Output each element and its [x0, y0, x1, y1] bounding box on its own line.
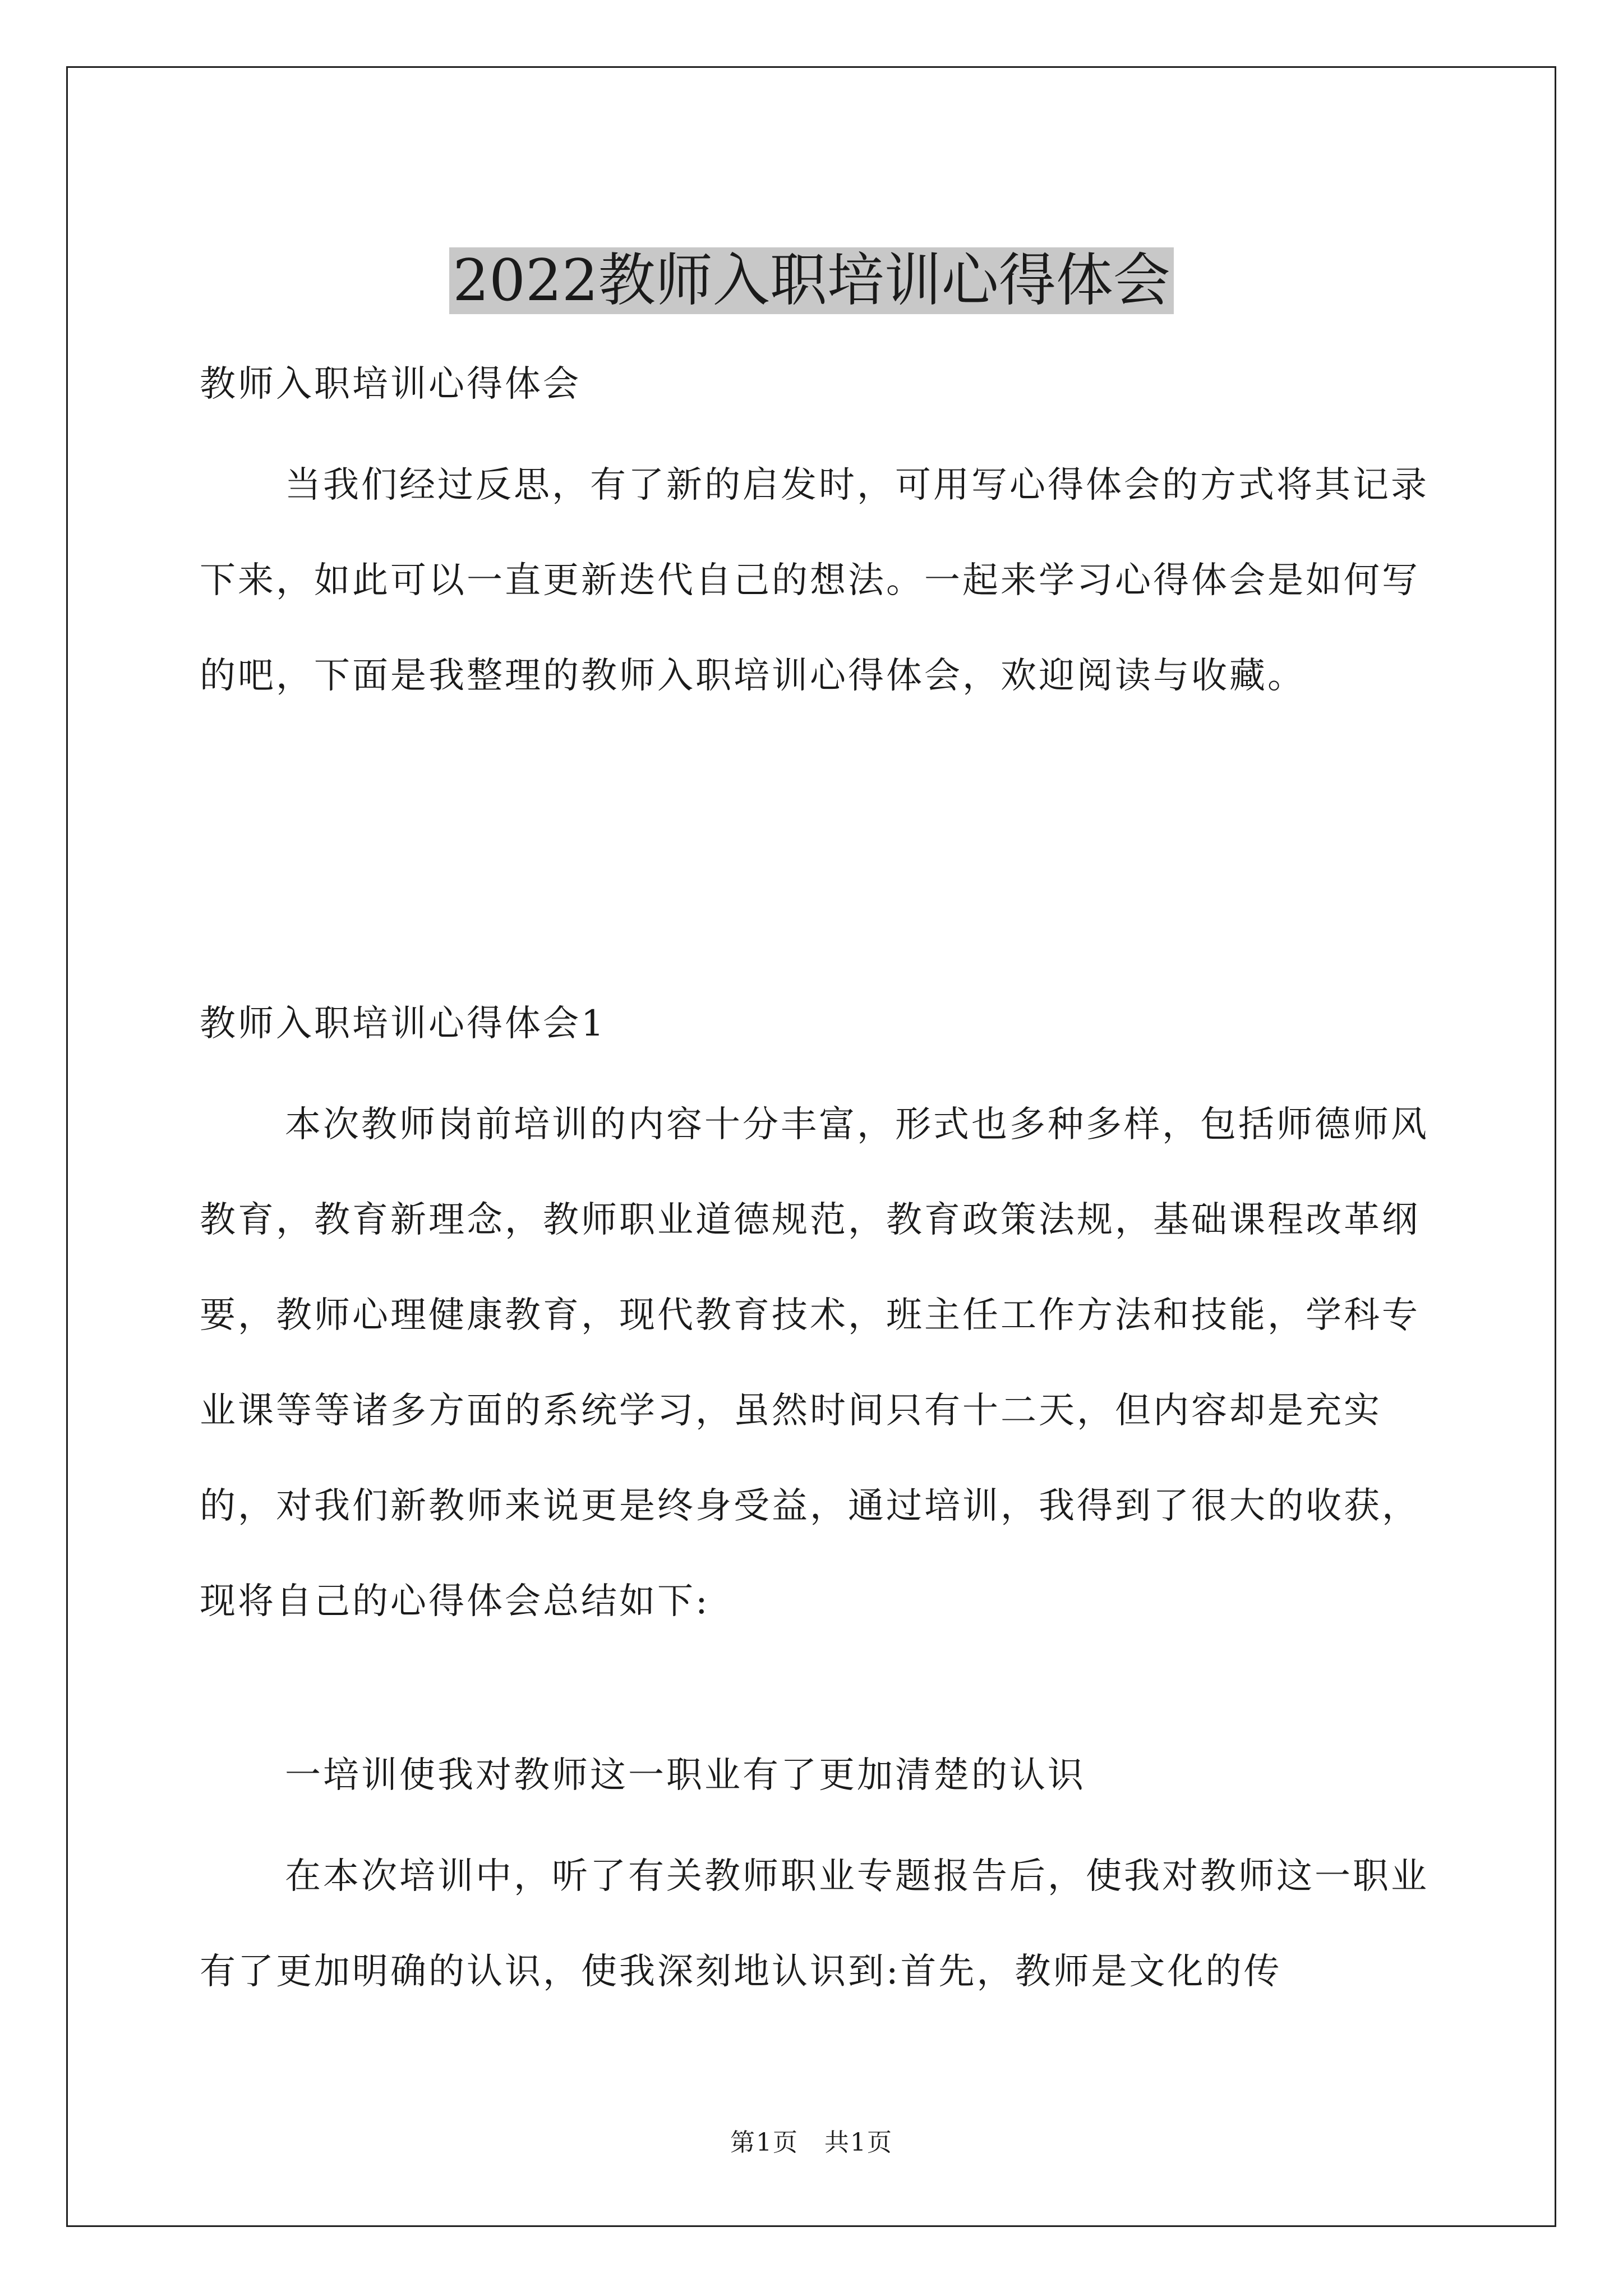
point-heading-1: 一培训使我对教师这一职业有了更加清楚的认识	[285, 1755, 1086, 1796]
body-paragraph-2: 在本次培训中，听了有关教师职业专题报告后，使我对教师这一职业有了更加明确的认识，使我深刻地认识到:首先，教师是文化的传	[200, 1856, 1429, 1993]
document-title-text: 2022教师入职培训心得体会	[449, 247, 1174, 314]
body-paragraph-1: 本次教师岗前培训的内容十分丰富，形式也多种多样，包括师德师风教育，教育新理念，教师职业道德规范，教育政策法规，基础课程改革纲要，教师心理健康教育，现代教育技术，班主任工作方法和技能，学科专业课等等诸多方面的系统学习，虽然时间只有十二天，但内容却是充实的，对我们新教师来说更是终身受益，通过培训，我得到了很大的收获，现将自己的心得体会总结如下:	[200, 1104, 1429, 1622]
section-heading: 教师入职培训心得体会1	[200, 1003, 606, 1045]
document-title	[0, 245, 1623, 318]
document-subtitle: 教师入职培训心得体会	[200, 364, 581, 405]
intro-paragraph: 当我们经过反思，有了新的启发时，可用写心得体会的方式将其记录下来，如此可以一直更新迭代自己的想法。一起来学习心得体会是如何写的吧，下面是我整理的教师入职培训心得体会，欢迎阅读与收藏。	[200, 464, 1429, 697]
page-footer: 第1页 共1页	[730, 2128, 893, 2157]
